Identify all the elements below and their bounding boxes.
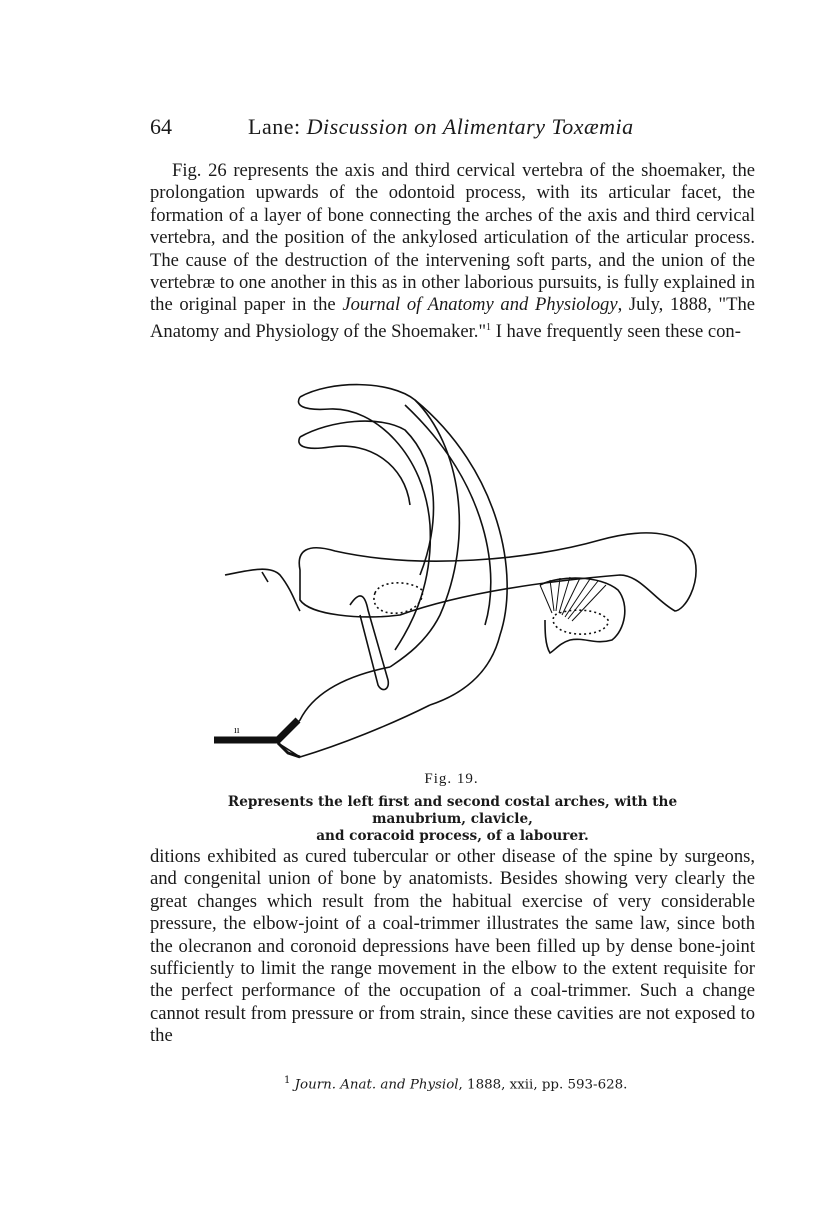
manubrium-bar: [214, 720, 298, 740]
first-rib-tip-inner: [299, 437, 410, 505]
paragraph-1-text-c: I have frequently seen these con-: [491, 321, 741, 343]
footnote-journal: Journ. Anat. and Physiol: [294, 1077, 459, 1093]
coracoid-hatching: [540, 577, 606, 621]
footnote: [284, 1075, 627, 1092]
sternal-line: [262, 572, 268, 582]
running-title: Lane: Discussion on Alimentary Toxæmia: [248, 114, 634, 139]
footnote-reference: 1: [486, 321, 492, 333]
paragraph-1-text-b: , July, 1888, "The Anatomy and Physiology of the Shoemaker.": [150, 294, 755, 343]
footnote-marker: 1: [284, 1075, 291, 1086]
running-title-author: Lane: [248, 114, 294, 139]
costal-strut-2: [278, 667, 430, 757]
manubrium-edge: [225, 569, 300, 611]
costal-arches-figure: [200, 375, 720, 765]
journal-title: Journal of Anatomy and Physiology: [342, 294, 618, 316]
figure-caption-line-1: Represents the left first and second costal arches, with the manubrium, clavicle,: [227, 794, 678, 827]
second-rib-outer: [415, 400, 507, 705]
figure-caption: [180, 794, 725, 845]
coracoid-process: [540, 578, 625, 653]
facet-dotted-2: [553, 610, 608, 634]
clavicle: [299, 533, 696, 617]
page-number: 64: [150, 114, 172, 139]
body-paragraph-1: [150, 160, 755, 343]
figure-caption-line-2: and coracoid process, of a labourer.: [316, 828, 589, 844]
first-rib-tip: [300, 421, 434, 575]
facet-dotted-1: [374, 583, 422, 613]
page-header: [150, 114, 750, 144]
figure-label: Fig. 19.: [424, 771, 479, 787]
paragraph-1-text-a: Fig. 26 represents the axis and third cervical vertebra of the shoemaker, the prolongation upwards of the odontoid process, with its articular facet, the formation of a layer of bone connecting the arches of the axis and third cervical vertebra, and the position of the ankylosed articulation of the articular process. The cause of the destruction of the intervening soft parts, and the union of the vertebræ to one another in this as in other laborious pursuits, is fully explained in the original paper in the: [150, 160, 755, 316]
svg-text:ıı: ıı: [234, 725, 240, 736]
body-paragraph-2: ditions exhibited as cured tubercular or other disease of the spine by surgeons, and congenital union of bone by anatomists. Besides showing very clearly the great changes which result from the habitual exercise of very considerable pressure, the elbow-joint of a coal-trimmer illustrates the same law, since both the olecranon and coronoid depressions have been filled up by dense bone-joint sufficiently to limit the range movement in the elbow to the extent requisite for the perfect performance of the occupation of a coal-trimmer. Such a change cannot result from pressure or from strain, since these cavities are not exposed to the: [150, 846, 755, 1047]
footnote-rest: , 1888, xxii, pp. 593-628.: [458, 1077, 628, 1093]
running-title-subject: Discussion on Alimentary Toxæmia: [306, 114, 634, 139]
